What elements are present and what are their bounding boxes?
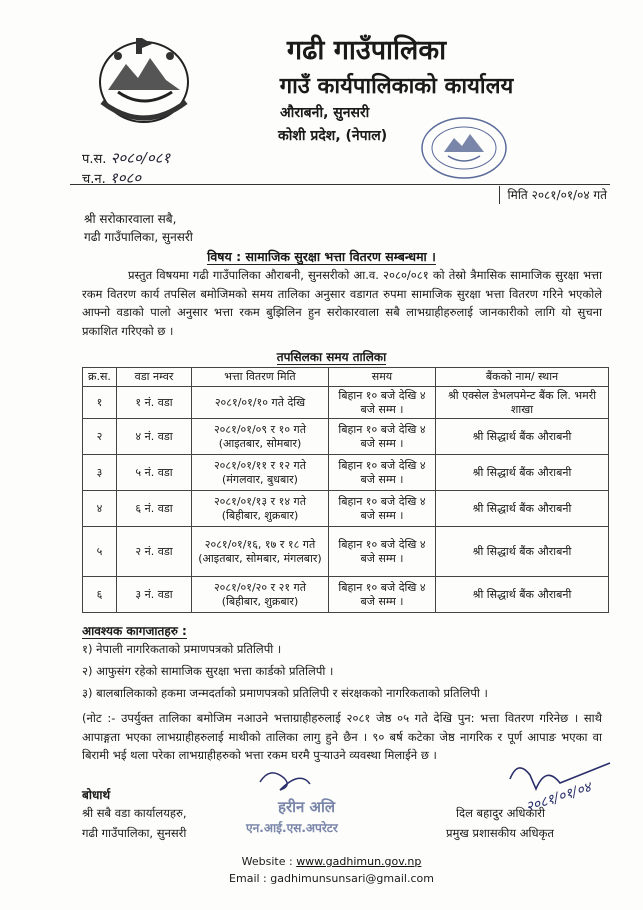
address-line-1: औराबनी, सुनसरी bbox=[280, 105, 370, 121]
cc-line-1: श्री सबै वडा कार्यालयहरु, bbox=[82, 806, 187, 820]
col-time: समय bbox=[329, 368, 436, 387]
documents-heading bbox=[82, 622, 187, 639]
cell-sn: ५ bbox=[83, 527, 117, 577]
cc-heading: बोधार्थ bbox=[82, 788, 111, 802]
col-ward: वडा नम्वर bbox=[117, 368, 192, 387]
cell-date: २०८१/०१/२० र २१ गते (बिहीबार, शुक्रबार) bbox=[192, 577, 329, 613]
cell-date: २०८१/०१/०९ र १० गते (आइतबार, सोमबार) bbox=[192, 419, 329, 455]
table-row bbox=[83, 527, 609, 577]
document-item: १) नेपाली नागरिकताको प्रमाणपत्रको प्रतिलिपी । bbox=[82, 642, 282, 656]
document-item: २) आफुसंग रहेको सामाजिक सुरक्षा भत्ता कार्डको प्रतिलिपी । bbox=[82, 664, 334, 678]
cell-time: बिहान १० बजे देखि ४ बजे सम्म । bbox=[329, 577, 436, 613]
schedule-title bbox=[0, 348, 643, 365]
operator-stamp-name: हरीन अलि bbox=[278, 798, 336, 816]
header-divider bbox=[70, 184, 610, 185]
ps-label: प.स. bbox=[82, 152, 107, 167]
cell-sn: ३ bbox=[83, 455, 117, 491]
cell-ward: ४ नं. वडा bbox=[117, 419, 192, 455]
cell-bank: श्री सिद्धार्थ बैंक औराबनी bbox=[436, 419, 609, 455]
cell-ward: ३ नं. वडा bbox=[117, 577, 192, 613]
cell-bank: श्री एक्सेल डेभलपमेन्ट बैंक लि. भमरी शाखा bbox=[436, 387, 609, 419]
table-row bbox=[83, 387, 609, 419]
cell-bank: श्री सिद्धार्थ बैंक औराबनी bbox=[436, 527, 609, 577]
table-row bbox=[83, 577, 609, 613]
cn-label: च.न. bbox=[82, 172, 106, 187]
subject-text: विषय : सामाजिक सुरक्षा भत्ता वितरण सम्बन्धमा । bbox=[207, 249, 436, 264]
cell-time: बिहान १० बजे देखि ४ बजे सम्म । bbox=[329, 527, 436, 577]
footer-website bbox=[0, 855, 643, 868]
website-link[interactable]: www.gadhimun.gov.np bbox=[296, 855, 422, 868]
table-row bbox=[83, 491, 609, 527]
municipality-name: गढी गाउँपालिका bbox=[286, 35, 447, 66]
note-paragraph: (नोट :- उपर्युक्त तालिका बमोजिम नआउने भत्ताग्राहीहरुलाई २०८१ जेष्ठ ०५ गते देखि पुन: भत्ता वितरण गरिनेछ । साथै आपाङ्गता भएका लाभग्राहीहरुलाई माथीको तालिका लागु हुने छैन । ९० बर्ष कटेका जेष्ठ नागरिक र पूर्ण आपाङ भएका वा बिरामी भई थला परेका लाभग्राहीहरुको भत्ता रकम घरमै पुऱ्याउने व्यवस्था मिलाईने छ । bbox=[82, 711, 602, 762]
schedule-table bbox=[82, 367, 609, 613]
col-date: भत्ता वितरण मिति bbox=[192, 368, 329, 387]
cell-sn: ६ bbox=[83, 577, 117, 613]
address-line-2: कोशी प्रदेश, (नेपाल) bbox=[278, 128, 388, 144]
cell-date: २०८१/०१/१३ र १४ गते (बिहीबार, शुक्रबार) bbox=[192, 491, 329, 527]
operator-stamp-title: एन.आई.एस.अपरेटर bbox=[246, 821, 338, 835]
cell-bank: श्री सिद्धार्थ बैंक औराबनी bbox=[436, 491, 609, 527]
document-item: ३) बालबालिकाको हकमा जन्मदर्ताको प्रमाणपत्रको प्रतिलिपी र संरक्षकको नागरिकताको प्रतिलिपी । bbox=[82, 686, 488, 700]
cell-date: २०८१/०१/१० गते देखि bbox=[192, 387, 329, 419]
email-address[interactable]: gadhimunsunsari@gmail.com bbox=[270, 872, 434, 885]
table-row bbox=[83, 419, 609, 455]
recipient-line-1: श्री सरोकारवाला सबै, bbox=[84, 212, 177, 226]
cn-value: १०८० bbox=[109, 169, 142, 187]
col-sn: क्र.स. bbox=[83, 368, 117, 387]
recipient-line-2: गढी गाउँपालिका, सुनसरी bbox=[84, 230, 193, 244]
office-seal-icon bbox=[418, 112, 510, 182]
cell-time: बिहान १० बजे देखि ४ बजे सम्म । bbox=[329, 387, 436, 419]
cell-sn: ४ bbox=[83, 491, 117, 527]
cell-time: बिहान १० बजे देखि ४ बजे सम्म । bbox=[329, 419, 436, 455]
reference-ps bbox=[82, 148, 170, 168]
cell-date: २०८१/०१/१६, १७ र १८ गते (आइतबार, सोमबार, मंगलबार) bbox=[192, 527, 329, 577]
cell-bank: श्री सिद्धार्थ बैंक औराबनी bbox=[436, 577, 609, 613]
operator-stamp bbox=[240, 760, 380, 840]
cell-time: बिहान १० बजे देखि ४ बजे सम्म । bbox=[329, 491, 436, 527]
table-header-row bbox=[83, 368, 609, 387]
cell-time: बिहान १० बजे देखि ४ बजे सम्म । bbox=[329, 455, 436, 491]
cell-sn: १ bbox=[83, 387, 117, 419]
cell-sn: २ bbox=[83, 419, 117, 455]
col-bank: बैंकको नाम/ स्थान bbox=[436, 368, 609, 387]
signatory-name: दिल बहादुर अधिकारी bbox=[456, 806, 545, 820]
cell-date: २०८१/०१/११ र १२ गते (मंगलवार, बुधबार) bbox=[192, 455, 329, 491]
signature-date: २०८१/०१/०४ bbox=[523, 779, 594, 816]
cell-ward: २ नं. वडा bbox=[117, 527, 192, 577]
subject-line bbox=[0, 248, 643, 265]
table-row bbox=[83, 455, 609, 491]
cell-ward: ६ नं. वडा bbox=[117, 491, 192, 527]
letter-date: मिति २०८१/०१/०४ गते bbox=[499, 186, 607, 204]
body-paragraph: प्रस्तुत विषयमा गढी गाउँपालिका औराबनी, सुनसरीको आ.व. २०८०/०८१ को तेस्रो त्रैमासिक सामाजिक सुरक्षा भत्ता रकम वितरण कार्य तपसिल बमोजिमको समय तालिका अनुसार वडागत रुपमा सामाजिक सुरक्षा भत्ता वितरण गरिने भएकोले आफ्नो वडाको पालो अनुसार भत्ता रकम बुझिलिन हुन सरोकारवाला सबै लाभग्राहीहरुलाई जानकारीको लागि यो सुचना प्रकाशित गरिएको छ । bbox=[82, 268, 602, 338]
office-name: गाउँ कार्यपालिकाको कार्यालय bbox=[279, 74, 514, 99]
email-label: Email : bbox=[229, 872, 267, 885]
signatory-title: प्रमुख प्रशासकीय अधिकृत bbox=[446, 826, 554, 840]
ps-value: २०८०/०८१ bbox=[110, 149, 171, 167]
cell-bank: श्री सिद्धार्थ बैंक औराबनी bbox=[436, 455, 609, 491]
reference-cn bbox=[82, 168, 141, 188]
cc-line-2: गढी गाउँपालिका, सुनसरी bbox=[82, 826, 187, 840]
documents-heading-text: आवश्यक कागजातहरु : bbox=[82, 624, 187, 638]
footer-email bbox=[0, 872, 643, 885]
cell-ward: १ नं. वडा bbox=[117, 387, 192, 419]
website-label: Website : bbox=[241, 855, 293, 868]
schedule-title-text: तपसिलका समय तालिका bbox=[276, 350, 387, 364]
cell-ward: ५ नं. वडा bbox=[117, 455, 192, 491]
